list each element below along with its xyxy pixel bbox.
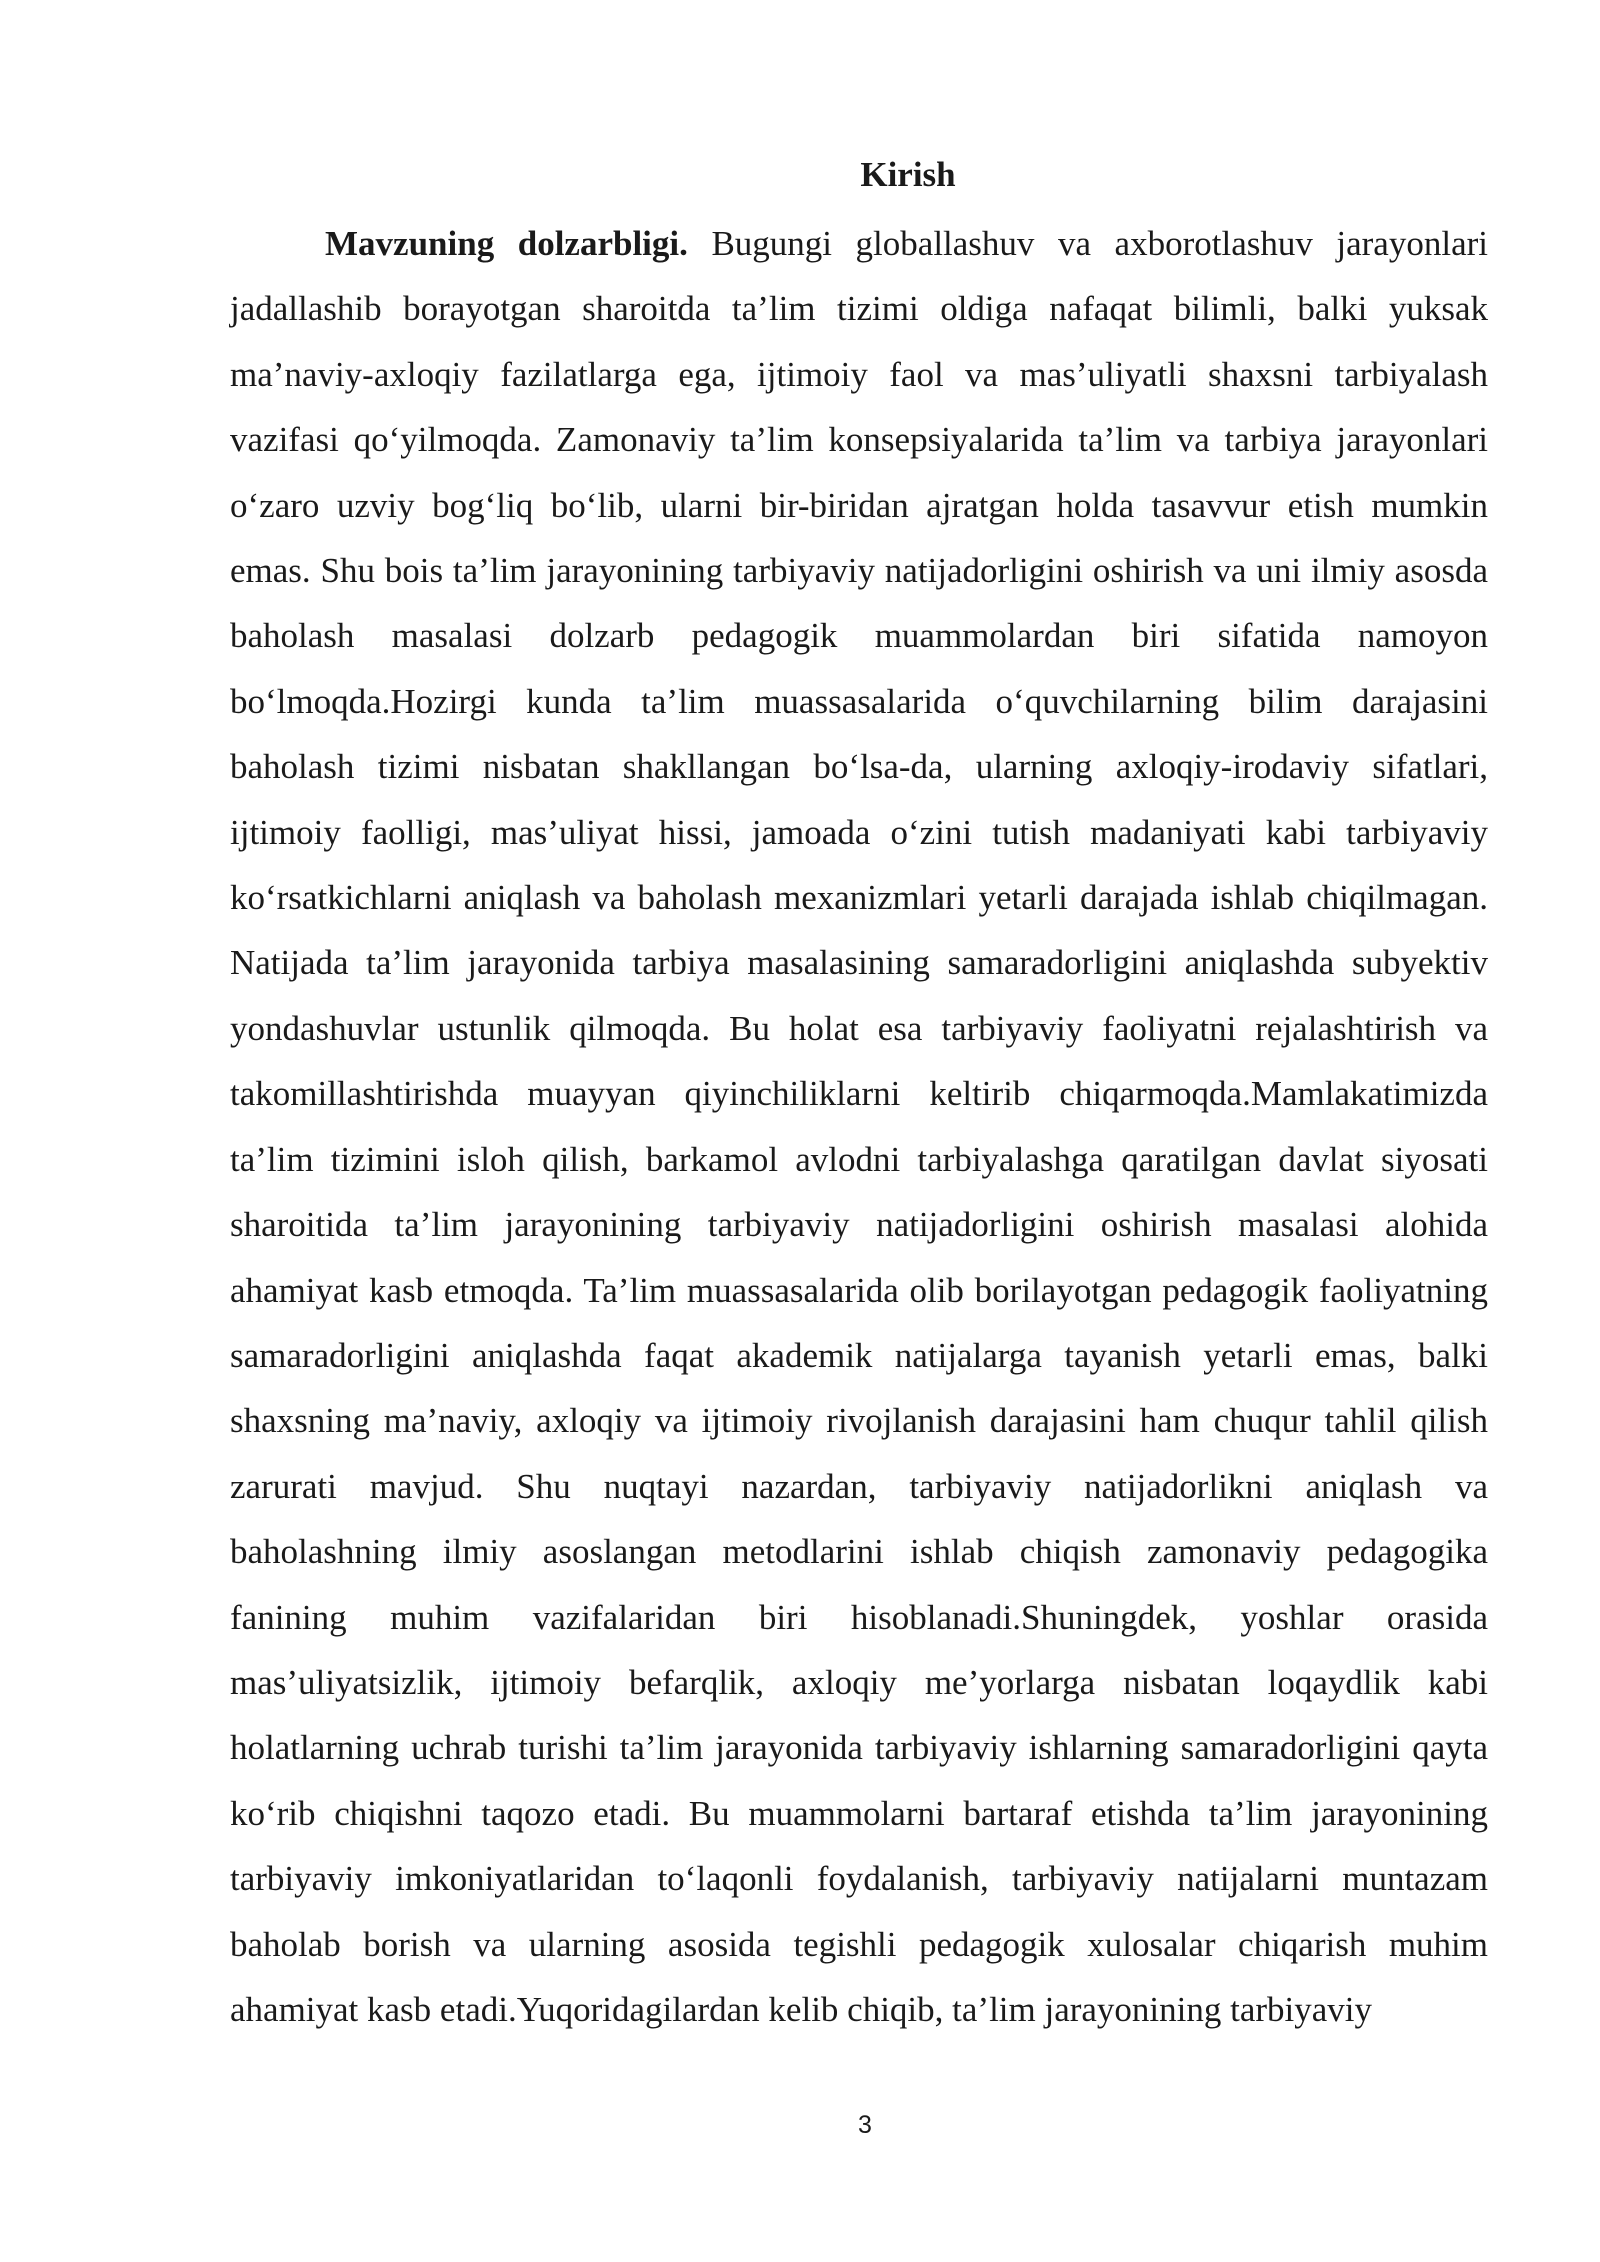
body-paragraph — [230, 211, 1488, 2042]
section-heading: Kirish — [860, 155, 956, 194]
paragraph-text: Bugungi globallashuv va axborotlashuv jarayonlari jadallashib borayotgan sharoitda ta’lim tizimi oldiga nafaqat bilimli, balki yuksak ma’naviy-axloqiy fazilatlarga ega, ijtimoiy faol va mas’uliyatli shaxsni tarbiyalash vazifasi qo‘yilmoqda. Zamonaviy ta’lim konsepsiyalarida ta’lim va tarbiya jarayonlari o‘zaro uzviy bog‘liq bo‘lib, ularni bir-biridan ajratgan holda tasavvur etish mumkin emas. Shu bois ta’lim jarayonining tarbiyaviy natijadorligini oshirish va uni ilmiy asosda baholash masalasi dolzarb pedagogik muammolardan biri sifatida namoyon bo‘lmoqda.Hozirgi kunda ta’lim muassasalarida o‘quvchilarning bilim darajasini baholash tizimi nisbatan shakllangan bo‘lsa-da, ularning axloqiy-irodaviy sifatlari, ijtimoiy faolligi, mas’uliyat hissi, jamoada o‘zini tutish madaniyati kabi tarbiyaviy ko‘rsatkichlarni aniqlash va baholash mexanizmlari yetarli darajada ishlab chiqilmagan. Natijada ta’lim jarayonida tarbiya masalasining samaradorligini aniqlashda subyektiv yondashuvlar ustunlik qilmoqda. Bu holat esa tarbiyaviy faoliyatni rejalashtirish va takomillashtirishda muayyan qiyinchiliklarni keltirib chiqarmoqda.Mamlakatimizda ta’lim tizimini isloh qilish, barkamol avlodni tarbiyalashga qaratilgan davlat siyosati sharoitida ta’lim jarayonining tarbiyaviy natijadorligini oshirish masalasi alohida ahamiyat kasb etmoqda. Ta’lim muassasalarida olib borilayotgan pedagogik faoliyatning samaradorligini aniqlashda faqat akademik natijalarga tayanish yetarli emas, balki shaxsning ma’naviy, axloqiy va ijtimoiy rivojlanish darajasini ham chuqur tahlil qilish zarurati mavjud. Shu nuqtayi nazardan, tarbiyaviy natijadorlikni aniqlash va baholashning ilmiy asoslangan metodlarini ishlab chiqish zamonaviy pedagogika fanining muhim vazifalaridan biri hisoblanadi.Shuningdek, yoshlar orasida mas’uliyatsizlik, ijtimoiy befarqlik, axloqiy me’yorlarga nisbatan loqaydlik kabi holatlarning uchrab turishi ta’lim jarayonida tarbiyaviy ishlarning samaradorligini qayta ko‘rib chiqishni taqozo etadi. Bu muammolarni bartaraf etishda ta’lim jarayonining tarbiyaviy imkoniyatlaridan to‘laqonli foydalanish, tarbiyaviy natijalarni muntazam baholab borish va ularning asosida tegishli pedagogik xulosalar chiqarish muhim ahamiyat kasb etadi.Yuqoridagilardan kelib chiqib, ta’lim jarayonining tarbiyaviy — [230, 224, 1488, 2029]
page-number: 3 — [858, 2111, 872, 2139]
paragraph-lead: Mavzuning dolzarbligi. — [325, 224, 688, 263]
